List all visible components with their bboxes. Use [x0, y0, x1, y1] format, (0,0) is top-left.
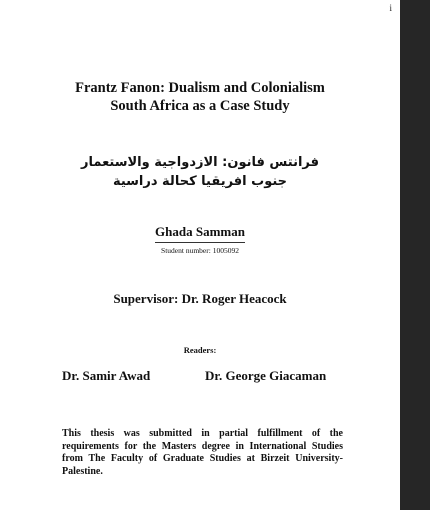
- page-number: i: [389, 3, 392, 13]
- viewer-scroll-area[interactable]: [400, 0, 430, 510]
- supervisor: Supervisor: Dr. Roger Heacock: [113, 291, 287, 306]
- arabic-title-line-2: جنوب افريقيا كحالة دراسية: [112, 174, 288, 189]
- reader-name: Dr. Samir Awad: [62, 368, 151, 383]
- student-number: Student number: 1005092: [161, 246, 239, 255]
- author-block: [0, 223, 400, 243]
- arabic-title-line-1: فرانتس فانون: الازدواجية والاستعمار: [80, 155, 320, 170]
- submission-statement: This thesis was submitted in partial fulfillment of the requirements for the Masters degree in International Studies from The Faculty of Graduate Studies at Birzeit University- Palestine.: [62, 428, 343, 477]
- reader-name: Dr. George Giacaman: [205, 368, 327, 383]
- thesis-title-line-2: South Africa as a Case Study: [110, 98, 290, 114]
- author-name: Ghada Samman: [155, 224, 245, 243]
- readers-heading: Readers:: [183, 345, 217, 355]
- thesis-title-line-1: Frantz Fanon: Dualism and Colonialism: [75, 80, 325, 96]
